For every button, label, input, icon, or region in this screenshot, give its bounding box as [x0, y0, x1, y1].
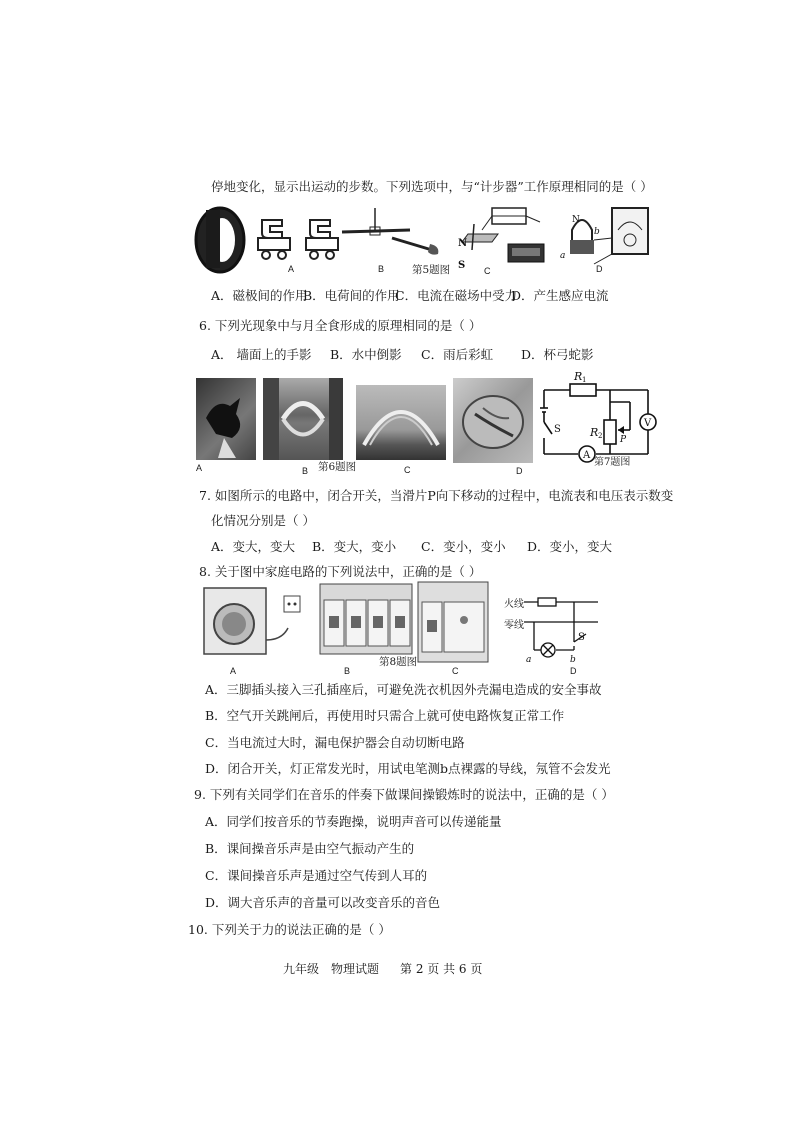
- q6-photo-rainbow: [356, 385, 446, 460]
- q8-d-a-label: a: [526, 655, 532, 665]
- q7-r1-subscript: 1: [582, 376, 587, 384]
- q6-photo-hand-shadow: [196, 378, 256, 460]
- q5-fig-label-a: A: [288, 264, 295, 274]
- q6-fig-label-a: A: [196, 463, 203, 473]
- q6-photo-bridge-reflection: [263, 378, 343, 460]
- q5-fig-label-d: D: [596, 264, 603, 274]
- q6-option-d: D．杯弓蛇影: [521, 347, 594, 362]
- q7-ammeter-label: A: [583, 450, 591, 461]
- q8-fig-label-b: B: [344, 666, 351, 676]
- q6-option-c: C．雨后彩虹: [421, 347, 494, 362]
- q7-option-c: C．变小，变小: [421, 539, 506, 554]
- q5-d-a-letter: a: [560, 251, 566, 261]
- q8-fig-label-d: D: [570, 666, 577, 676]
- q6-fig-label-b: B: [302, 466, 309, 476]
- q7-figure-caption: 第7题图: [594, 457, 631, 468]
- q9-option-c: C．课间操音乐声是通过空气传到人耳的: [205, 868, 428, 883]
- q8-figure-caption: 第8题图: [379, 656, 418, 668]
- q8-option-d: D．闭合开关，灯正常发光时，用试电笔测b点裸露的导线，氖管不会发光: [205, 761, 611, 776]
- q5-fig-label-c: C: [484, 266, 491, 276]
- q5-fig-label-b: B: [378, 264, 385, 274]
- q8-live-wire-label: 火线: [504, 599, 524, 610]
- q6-figure-caption: 第6题图: [318, 461, 357, 473]
- q7-r1-label: R: [574, 370, 583, 383]
- q5-option-b: B．电荷间的作用: [303, 288, 400, 303]
- q6-fig-label-d: D: [516, 466, 523, 476]
- q8-option-c: C．当电流过大时，漏电保护器会自动切断电路: [205, 735, 465, 750]
- q5-option-c: C．电流在磁场中受力: [395, 288, 518, 303]
- q8-d-b-label: b: [570, 655, 576, 665]
- q7-stem-line2: 化情况分别是（ ）: [211, 513, 315, 528]
- q7-option-a: A．变大，变大: [211, 539, 296, 554]
- q7-r2-subscript: 2: [598, 432, 603, 440]
- q9-option-a: A．同学们按音乐的节奏跑操，说明声音可以传递能量: [205, 814, 502, 829]
- q8-neutral-wire-label: 零线: [504, 620, 524, 631]
- footer-grade: 九年级: [283, 962, 320, 976]
- q6-option-a: A． 墙面上的手影: [211, 347, 312, 362]
- q9-option-b: B．课间操音乐声是由空气振动产生的: [205, 841, 415, 856]
- q5-figure: [192, 200, 652, 280]
- q6-stem: 6. 下列光现象中与月全食形成的原理相同的是（ ）: [199, 318, 482, 333]
- q8-fig-label-a: A: [230, 666, 237, 676]
- q5-d-b-letter: b: [594, 227, 600, 237]
- q7-option-b: B．变大，变小: [312, 539, 397, 554]
- q7-r2-label: R: [590, 426, 599, 439]
- q8-figure: [198, 580, 608, 678]
- q5-d-n-letter: N: [572, 215, 580, 225]
- q9-stem: 9. 下列有关同学们在音乐的伴奏下做课间操锻炼时的说法中，正确的是（ ）: [194, 787, 614, 802]
- q5-c-n-letter: N: [458, 238, 468, 249]
- q6-fig-label-c: C: [404, 465, 411, 475]
- footer-subject: 物理试题: [331, 962, 380, 976]
- q5-option-a: A．磁极间的作用: [211, 288, 308, 303]
- q7-circuit-figure: [538, 368, 688, 470]
- q7-s-label: S: [554, 424, 561, 435]
- q5-figure-caption: 第5题图: [412, 264, 451, 276]
- q5-c-s-letter: S: [458, 260, 466, 271]
- q8-stem: 8. 关于图中家庭电路的下列说法中，正确的是（ ）: [199, 564, 482, 579]
- footer-page-number: 第 2 页 共 6 页: [400, 962, 483, 976]
- q8-fig-label-c: C: [452, 666, 459, 676]
- q10-stem: 10. 下列关于力的说法正确的是（ ）: [188, 922, 391, 937]
- q5-intro: 停地变化，显示出运动的步数。下列选项中，与“计步器”工作原理相同的是（ ）: [211, 179, 653, 194]
- q9-option-d: D．调大音乐声的音量可以改变音乐的音色: [205, 895, 441, 910]
- q7-voltmeter-label: V: [644, 418, 652, 429]
- q7-stem-line1: 7. 如图所示的电路中，闭合开关，当滑片P向下移动的过程中，电流表和电压表示数变: [199, 488, 674, 503]
- q8-option-a: A．三脚插头接入三孔插座后，可避免洗衣机因外壳漏电造成的安全事故: [205, 682, 602, 697]
- q6-option-b: B．水中倒影: [330, 347, 402, 362]
- q7-option-d: D．变小，变大: [527, 539, 613, 554]
- q8-option-b: B．空气开关跳闸后，再使用时只需合上就可使电路恢复正常工作: [205, 708, 565, 723]
- q5-option-d: D．产生感应电流: [511, 288, 609, 303]
- q6-photo-cup-bow: [453, 378, 533, 463]
- q8-d-switch-label: S: [578, 632, 585, 643]
- q7-p-label: P: [620, 435, 627, 445]
